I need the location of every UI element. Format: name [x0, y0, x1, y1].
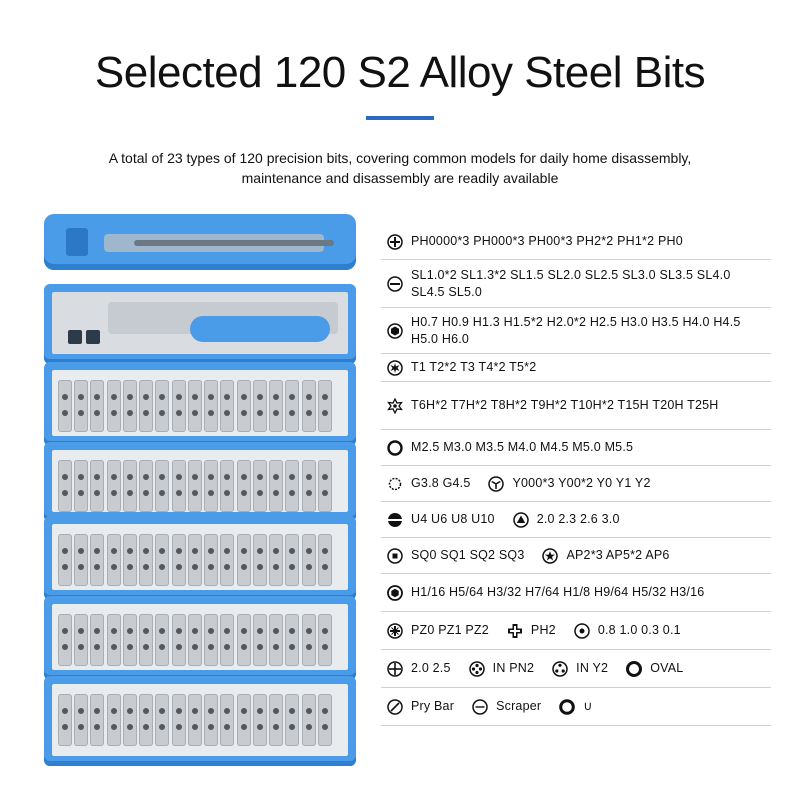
legend-item-label: H0.7 H0.9 H1.3 H1.5*2 H2.0*2 H2.5 H3.0 H3.5 H4.0 H4.5 H5.0 H6.0 — [411, 314, 741, 346]
bit-tray-2 — [44, 442, 356, 522]
bit-tray-3 — [44, 516, 356, 600]
screwdriver-bit — [188, 380, 202, 432]
legend-item-label: H1/16 H5/64 H3/32 H7/64 H1/8 H9/64 H5/32 H3/16 — [411, 585, 705, 599]
screwdriver-bit — [107, 694, 121, 746]
bit-tray-1 — [44, 362, 356, 446]
legend-item — [381, 475, 470, 492]
legend-item-label: T6H*2 T7H*2 T8H*2 T9H*2 T10H*2 T15H T20H T25H — [411, 398, 719, 412]
legend-row — [381, 574, 771, 612]
screwdriver-bit — [90, 614, 104, 666]
screwdriver-bit — [155, 534, 169, 586]
legend-item-label: Pry Bar — [411, 699, 455, 713]
screwdriver-bit — [204, 694, 218, 746]
screwdriver-bit — [58, 614, 72, 666]
legend-row — [381, 502, 771, 538]
legend-row — [381, 538, 771, 574]
legend-row — [381, 382, 771, 430]
screwdriver-bit — [139, 534, 153, 586]
legend-item — [381, 439, 759, 456]
screwdriver-bit — [139, 694, 153, 746]
slotted-icon — [387, 276, 403, 292]
legend-item-label: Y000*3 Y00*2 Y0 Y1 Y2 — [512, 476, 651, 490]
legend-item-label: T1 T2*2 T3 T4*2 T5*2 — [411, 360, 537, 374]
legend-item-label: PH2 — [530, 623, 556, 637]
screwdriver-bit — [253, 694, 267, 746]
screwdriver-bit — [302, 380, 316, 432]
screwdriver-bit — [58, 380, 72, 432]
legend-item-label: OVAL — [650, 661, 684, 675]
legend-row — [381, 612, 771, 650]
screwdriver-bit — [285, 694, 299, 746]
legend-item — [501, 622, 556, 639]
screwdriver-bit — [204, 614, 218, 666]
legend-item — [536, 547, 669, 564]
screwdriver-bit — [302, 614, 316, 666]
legend-item-label: 0.8 1.0 0.3 0.1 — [597, 623, 681, 637]
screwdriver-bit — [269, 694, 283, 746]
phillips-icon — [387, 234, 403, 250]
screwdriver-bit — [188, 614, 202, 666]
screwdriver-bit — [220, 694, 234, 746]
screwdriver-bit — [253, 460, 267, 512]
screwdriver-bit — [123, 694, 137, 746]
legend-item — [620, 660, 683, 677]
legend-item — [381, 584, 759, 601]
legend-row — [381, 308, 771, 354]
screwdriver-bit — [188, 534, 202, 586]
pozidriv-icon — [387, 623, 403, 639]
legend-row — [381, 260, 771, 308]
screwdriver-bit — [269, 614, 283, 666]
screwdriver-bit — [204, 380, 218, 432]
legend-item — [553, 698, 592, 715]
screwdriver-bit — [204, 460, 218, 512]
legend-item — [466, 698, 541, 715]
screwdriver-bit — [253, 614, 267, 666]
screwdriver-bit — [204, 534, 218, 586]
screwdriver-bit — [107, 614, 121, 666]
screwdriver-bit — [237, 614, 251, 666]
screwdriver-bit — [155, 380, 169, 432]
legend-item — [381, 233, 759, 250]
screwdriver-bit — [74, 614, 88, 666]
torx-icon — [387, 360, 403, 376]
screwdriver-bit — [172, 614, 186, 666]
screwdriver-bit — [107, 534, 121, 586]
screwdriver-bit — [220, 460, 234, 512]
legend-item-label: AP2*3 AP5*2 AP6 — [566, 548, 670, 562]
screwdriver-bit — [90, 534, 104, 586]
nut-driver-icon — [387, 440, 403, 456]
legend-item — [381, 511, 495, 528]
legend-item — [381, 660, 451, 677]
four-point-icon — [469, 661, 485, 677]
subtitle-line-1: A total of 23 types of 120 precision bits, covering common models for daily home disassembly, — [108, 150, 692, 166]
legend-item — [381, 547, 524, 564]
screwdriver-bit — [318, 460, 332, 512]
screwdriver-bit — [123, 534, 137, 586]
title-underline — [366, 116, 434, 120]
legend-item — [463, 660, 535, 677]
legend-item-label: SL1.0*2 SL1.3*2 SL1.5 SL2.0 SL2.5 SL3.0 SL3.5 SL4.0 SL4.5 SL5.0 — [411, 267, 731, 299]
cross-circle-icon — [387, 661, 403, 677]
screwdriver-bit — [172, 534, 186, 586]
gear-icon — [387, 476, 403, 492]
screwdriver-bit — [318, 534, 332, 586]
bit-tray-5 — [44, 676, 356, 766]
subtitle-line-2: maintenance and disassembly are readily available — [241, 170, 559, 186]
screwdriver-bit — [74, 694, 88, 746]
legend-row — [381, 354, 771, 382]
screwdriver-bit — [220, 380, 234, 432]
product-image — [32, 214, 368, 794]
screwdriver-bit — [285, 460, 299, 512]
screwdriver-bit — [188, 460, 202, 512]
bit-legend — [381, 224, 771, 726]
hex-icon — [387, 323, 403, 339]
legend-row — [381, 466, 771, 502]
legend-item-label: U4 U6 U8 U10 — [411, 512, 495, 526]
screwdriver-bit — [253, 380, 267, 432]
legend-item-label: PZ0 PZ1 PZ2 — [411, 623, 489, 637]
screwdriver-bit — [318, 614, 332, 666]
screwdriver-handle — [44, 214, 356, 270]
screwdriver-bit — [58, 460, 72, 512]
screwdriver-bit — [172, 380, 186, 432]
screwdriver-bit — [318, 694, 332, 746]
hex-inch-icon — [387, 585, 403, 601]
legend-item-label: 2.0 2.3 2.6 3.0 — [536, 512, 620, 526]
screwdriver-bit — [74, 380, 88, 432]
legend-row — [381, 650, 771, 688]
legend-item — [381, 267, 759, 301]
legend-row — [381, 430, 771, 466]
oval-icon — [626, 661, 642, 677]
cross-bold-icon — [507, 623, 523, 639]
pry-bar-icon — [387, 699, 403, 715]
screwdriver-bit — [285, 380, 299, 432]
legend-item-label: Scraper — [496, 699, 542, 713]
screwdriver-bit — [90, 460, 104, 512]
legend-item — [546, 660, 608, 677]
legend-item — [381, 397, 759, 414]
triangle-icon — [513, 512, 529, 528]
legend-item-label: ∪ — [583, 699, 593, 713]
screwdriver-bit — [155, 694, 169, 746]
scraper-icon — [472, 699, 488, 715]
pin-icon — [574, 623, 590, 639]
legend-item-label: SQ0 SQ1 SQ2 SQ3 — [411, 548, 525, 562]
screwdriver-bit — [188, 694, 202, 746]
tri-wing-y-icon — [488, 476, 504, 492]
legend-item — [381, 314, 759, 348]
screwdriver-bit — [285, 614, 299, 666]
screwdriver-bit — [269, 534, 283, 586]
screwdriver-bit — [139, 380, 153, 432]
screwdriver-bit — [74, 460, 88, 512]
legend-item-label: G3.8 G4.5 — [411, 476, 471, 490]
screwdriver-bit — [155, 460, 169, 512]
screwdriver-bit — [172, 460, 186, 512]
screwdriver-bit — [155, 614, 169, 666]
screwdriver-bit — [139, 460, 153, 512]
legend-item — [507, 511, 620, 528]
magnet-icon — [559, 699, 575, 715]
screwdriver-bit — [90, 380, 104, 432]
screwdriver-bit — [285, 534, 299, 586]
screwdriver-bit — [220, 614, 234, 666]
legend-item — [482, 475, 650, 492]
screwdriver-bit — [237, 694, 251, 746]
legend-item — [568, 622, 681, 639]
pentalobe-star-icon — [542, 548, 558, 564]
legend-item-label: IN Y2 — [576, 661, 609, 675]
bit-tray-4 — [44, 596, 356, 680]
screwdriver-bit — [318, 380, 332, 432]
screwdriver-bit — [123, 614, 137, 666]
screwdriver-bit — [58, 534, 72, 586]
legend-item-label: PH0000*3 PH000*3 PH00*3 PH2*2 PH1*2 PH0 — [411, 234, 683, 248]
screwdriver-bit — [172, 694, 186, 746]
subtitle — [40, 148, 760, 188]
screwdriver-bit — [302, 460, 316, 512]
legend-item-label: M2.5 M3.0 M3.5 M4.0 M4.5 M5.0 M5.5 — [411, 440, 634, 454]
page-title: Selected 120 S2 Alloy Steel Bits — [94, 48, 706, 97]
legend-item-label: 2.0 2.5 — [411, 661, 451, 675]
screwdriver-bit — [302, 534, 316, 586]
square-icon — [387, 548, 403, 564]
screwdriver-bit — [123, 460, 137, 512]
screwdriver-bit — [237, 460, 251, 512]
screwdriver-bit — [74, 534, 88, 586]
legend-item-label: IN PN2 — [492, 661, 535, 675]
tray-top — [44, 284, 356, 364]
screwdriver-bit — [90, 694, 104, 746]
legend-row — [381, 224, 771, 260]
screwdriver-bit — [107, 460, 121, 512]
screwdriver-bit — [237, 534, 251, 586]
legend-row — [381, 688, 771, 726]
screwdriver-bit — [269, 460, 283, 512]
screwdriver-bit — [58, 694, 72, 746]
torx-security-icon — [387, 398, 403, 414]
screwdriver-bit — [220, 534, 234, 586]
three-point-icon — [552, 661, 568, 677]
screwdriver-bit — [123, 380, 137, 432]
screwdriver-bit — [107, 380, 121, 432]
screwdriver-bit — [139, 614, 153, 666]
legend-item — [381, 359, 759, 376]
legend-item — [381, 622, 489, 639]
screwdriver-bit — [253, 534, 267, 586]
u-shape-icon — [387, 512, 403, 528]
screwdriver-bit — [269, 380, 283, 432]
screwdriver-bit — [237, 380, 251, 432]
screwdriver-bit — [302, 694, 316, 746]
legend-item — [381, 698, 454, 715]
